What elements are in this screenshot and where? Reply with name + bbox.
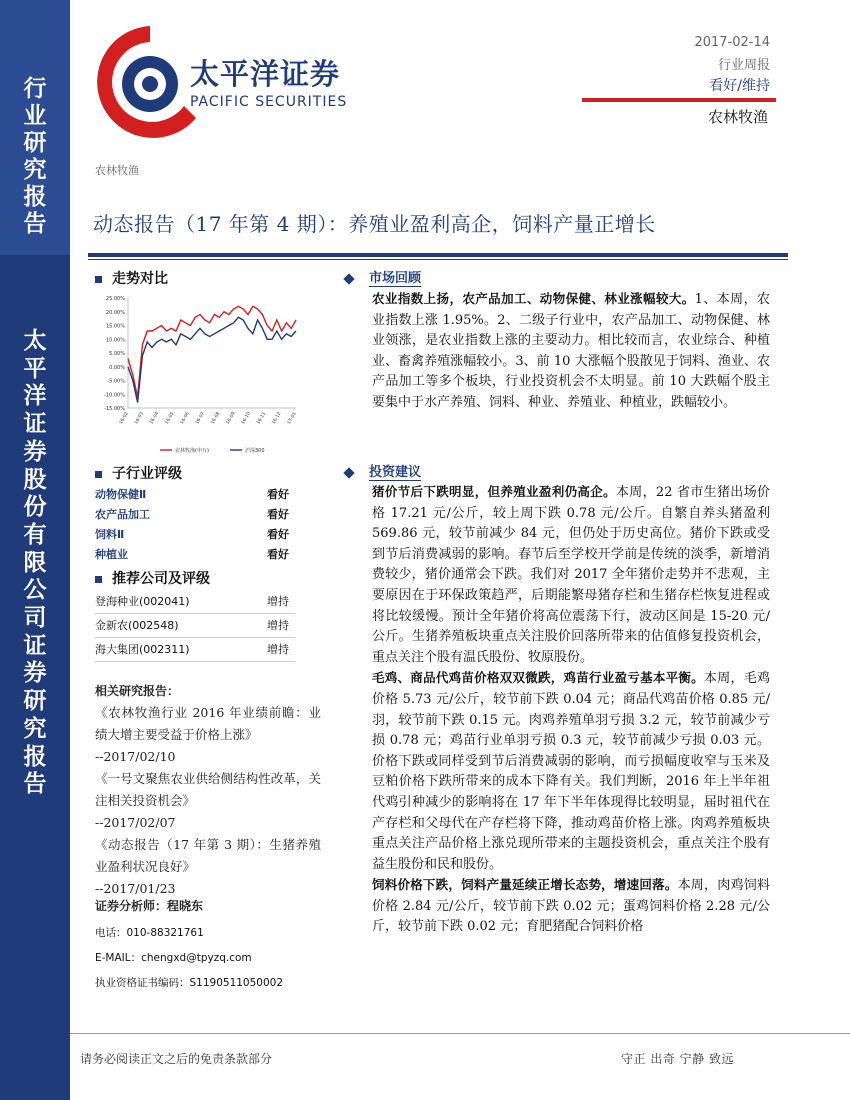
report-type: 行业周报 bbox=[717, 58, 770, 73]
square-bullet-icon bbox=[95, 471, 102, 478]
x-tick-label: 16-09 bbox=[225, 411, 237, 426]
analyst-phone: 电话：010-88321761 bbox=[95, 927, 204, 939]
recommendation-table bbox=[95, 590, 295, 662]
diamond-bullet-icon bbox=[343, 273, 354, 284]
report-meta bbox=[694, 35, 770, 95]
header-sector: 农林牧渔 bbox=[707, 108, 768, 126]
y-tick-label: 0.00% bbox=[109, 364, 125, 371]
footer-disclaimer: 请务必阅读正文之后的免责条款部分 bbox=[80, 1052, 273, 1066]
related-report-date: --2017/02/10 bbox=[95, 749, 176, 764]
investment-paragraph: 猪价节后下跌明显，但养殖业盈利仍高企。本周，22 省市生猪出场价格 17.21 元/公斤，较上周下跌 0.78 元/公斤。自繁自养头猪盈利 569.86 元，较节前减少 84 元，但仍处于历史高位。猪价下跌或受到节后消费减弱的影响。春节后至学校开学前是传统的淡季，新增消费较少，猪价通常会下跌。我们对 2017 全年猪价走势并不悲观，主要原因在于环保政策趋严，后期能繁母猪存栏和生猪存栏恢复进程或将比较缓慢。预计全年猪价将高位震荡下行，波动区间是 15-20 元/公斤。生猪养殖板块重点关注股价回落所带来的估值修复投资机会，重点关注个股有温氏股份、牧原股份。 bbox=[372, 484, 770, 665]
table-row: 种植业 看好 bbox=[95, 548, 289, 561]
y-tick-label: -10.00% bbox=[104, 392, 125, 399]
analyst-email: E-MAIL：chengxd@tpyzq.com bbox=[95, 952, 252, 964]
table-row: 登海种业(002041) 增持 bbox=[95, 590, 295, 614]
brand-name-cn: 太平洋证券 bbox=[190, 57, 341, 91]
legend-label: 农林牧渔(申万) bbox=[175, 448, 209, 454]
table-row: 金新农(002548) 增持 bbox=[95, 614, 295, 638]
investment-paragraph: 饲料价格下跌，饲料产量延续正增长态势，增速回落。本周，肉鸡饲料价格 2.84 元/公斤，较节前下跌 0.02 元；蛋鸡饲料价格 2.28 元/公斤，较节前下跌 0.02 元；育肥猪配合饲料价格 bbox=[372, 877, 770, 935]
table-row: 海大集团(002311) 增持 bbox=[95, 638, 295, 662]
x-tick-label: 16-11 bbox=[256, 411, 268, 426]
footer-motto: 守正 出奇 宁静 致远 bbox=[621, 1052, 734, 1066]
investment-body bbox=[372, 482, 770, 938]
trend-chart bbox=[90, 290, 305, 460]
table-row: 饲料Ⅱ 看好 bbox=[95, 528, 289, 541]
table-row: 农产品加工 看好 bbox=[95, 508, 289, 521]
series-line-0 bbox=[128, 306, 296, 397]
brand-name-en: PACIFIC SECURITIES bbox=[190, 94, 348, 110]
rec-heading: 推荐公司及评级 bbox=[95, 568, 210, 588]
report-date: 2017-02-14 bbox=[694, 35, 770, 50]
industry-rating-table bbox=[95, 485, 295, 565]
x-tick-label: 16-06 bbox=[179, 411, 191, 426]
analyst-name: 证券分析师：程晓东 bbox=[95, 899, 204, 913]
related-reports bbox=[95, 680, 321, 900]
y-tick-label: -5.00% bbox=[107, 378, 125, 385]
x-tick-label: 16-07 bbox=[195, 411, 207, 426]
related-report-title: 《农林牧渔行业 2016 年业绩前瞻：业绩大增主要受益于价格上涨》 bbox=[95, 705, 321, 742]
y-tick-label: 25.00% bbox=[105, 296, 125, 302]
title-rule bbox=[88, 253, 788, 257]
y-tick-label: 5.00% bbox=[109, 351, 125, 357]
x-tick-label: 16-05 bbox=[164, 411, 176, 426]
square-bullet-icon bbox=[95, 576, 102, 583]
page-title: 动态报告（17 年第 4 期）：养殖业盈利高企，饲料产量正增长 bbox=[93, 212, 656, 236]
sidebar-company-label: 太 平 洋 证 券 股 份 有 限 公 司 证 券 研 究 报 告 bbox=[23, 328, 47, 798]
investment-paragraph: 毛鸡、商品代鸡苗价格双双微跌，鸡苗行业盈亏基本平衡。本周，毛鸡价格 5.73 元/公斤，较节前下跌 0.04 元；商品代鸡苗价格 0.85 元/羽，较节前下跌 0.15 元。肉鸡养殖单羽亏损 3.2 元，较节前减少亏损 0.78 元；鸡苗行业单羽亏损 0.3 元，较节前减少亏损 0.03 元。价格下跌或同样受到节后消费减弱的影响，而亏损幅度收窄与玉米及豆粕价格下跌所带来的成本下降有关。我们判断，2016 年上半年祖代鸡引种减少的影响将在 17 年下半年体现得比较明显，届时祖代在产存栏和父母代在产存栏将下降，推动鸡苗价格上涨。肉鸡养殖板块重点关注产品价格上涨兑现所带来的主题投资机会，重点关注个股有益生股份和民和股份。 bbox=[372, 670, 770, 872]
legend-label: 沪深300 bbox=[245, 448, 265, 454]
related-report-date: --2017/01/23 bbox=[95, 881, 176, 896]
x-tick-label: 16-10 bbox=[241, 411, 252, 426]
footer-rule bbox=[70, 1033, 850, 1034]
trend-heading: 走势对比 bbox=[95, 268, 168, 288]
x-tick-label: 16-08 bbox=[210, 411, 222, 426]
sector-caption: 农林牧渔 bbox=[95, 164, 139, 177]
table-row: 动物保健Ⅱ 看好 bbox=[95, 488, 289, 501]
square-bullet-icon bbox=[95, 276, 102, 283]
sidebar-report-label: 行 业 研 究 报 告 bbox=[23, 76, 47, 237]
report-rating: 看好/维持 bbox=[709, 78, 770, 94]
title-rule-thin bbox=[88, 259, 788, 260]
y-tick-label: 10.00% bbox=[105, 337, 125, 344]
related-report-title: 《一号文聚焦农业供给侧结构性改革，关注相关投资机会》 bbox=[95, 771, 321, 808]
related-report-date: --2017/02/07 bbox=[95, 815, 176, 830]
industry-heading: 子行业评级 bbox=[95, 463, 182, 483]
header-red-bar bbox=[582, 98, 776, 102]
market-review-body: 农业指数上扬，农产品加工、动物保健、林业涨幅较大。1、本周，农业指数上涨 1.95%。2、二级子行业中，农产品加工、动物保健、林业领涨，是农业指数上涨的主要动力。相比较而言，农业综合、种植业、畜禽养殖涨幅较小。3、前 10 大涨幅个股散见于饲料、渔业、农产品加工等多个板块，行业投资机会不太明显。前 10 大跌幅个股主要集中于水产养殖、饲料、种业、养殖业、种植业，跌幅较小。 bbox=[372, 291, 770, 410]
x-tick-label: 16-02 bbox=[118, 411, 130, 426]
investment-heading: 投资建议 bbox=[345, 461, 421, 480]
y-tick-label: -15.00% bbox=[104, 406, 125, 412]
x-tick-label: 16-12 bbox=[271, 411, 283, 426]
related-report-title: 《动态报告（17 年第 3 期）：生猪养殖业盈利状况良好》 bbox=[95, 837, 321, 874]
related-heading: 相关研究报告： bbox=[95, 684, 180, 698]
y-tick-label: 15.00% bbox=[105, 323, 125, 330]
x-tick-label: 16-03 bbox=[134, 411, 146, 426]
analyst-cert: 执业资格证书编码：S1190511050002 bbox=[95, 977, 284, 989]
y-tick-label: 20.00% bbox=[105, 309, 125, 316]
diamond-bullet-icon bbox=[343, 467, 354, 478]
x-tick-label: 17-01 bbox=[286, 411, 298, 426]
market-review-heading: 市场回顾 bbox=[345, 267, 421, 286]
left-sidebar bbox=[0, 0, 70, 1100]
x-tick-label: 16-04 bbox=[149, 411, 161, 426]
